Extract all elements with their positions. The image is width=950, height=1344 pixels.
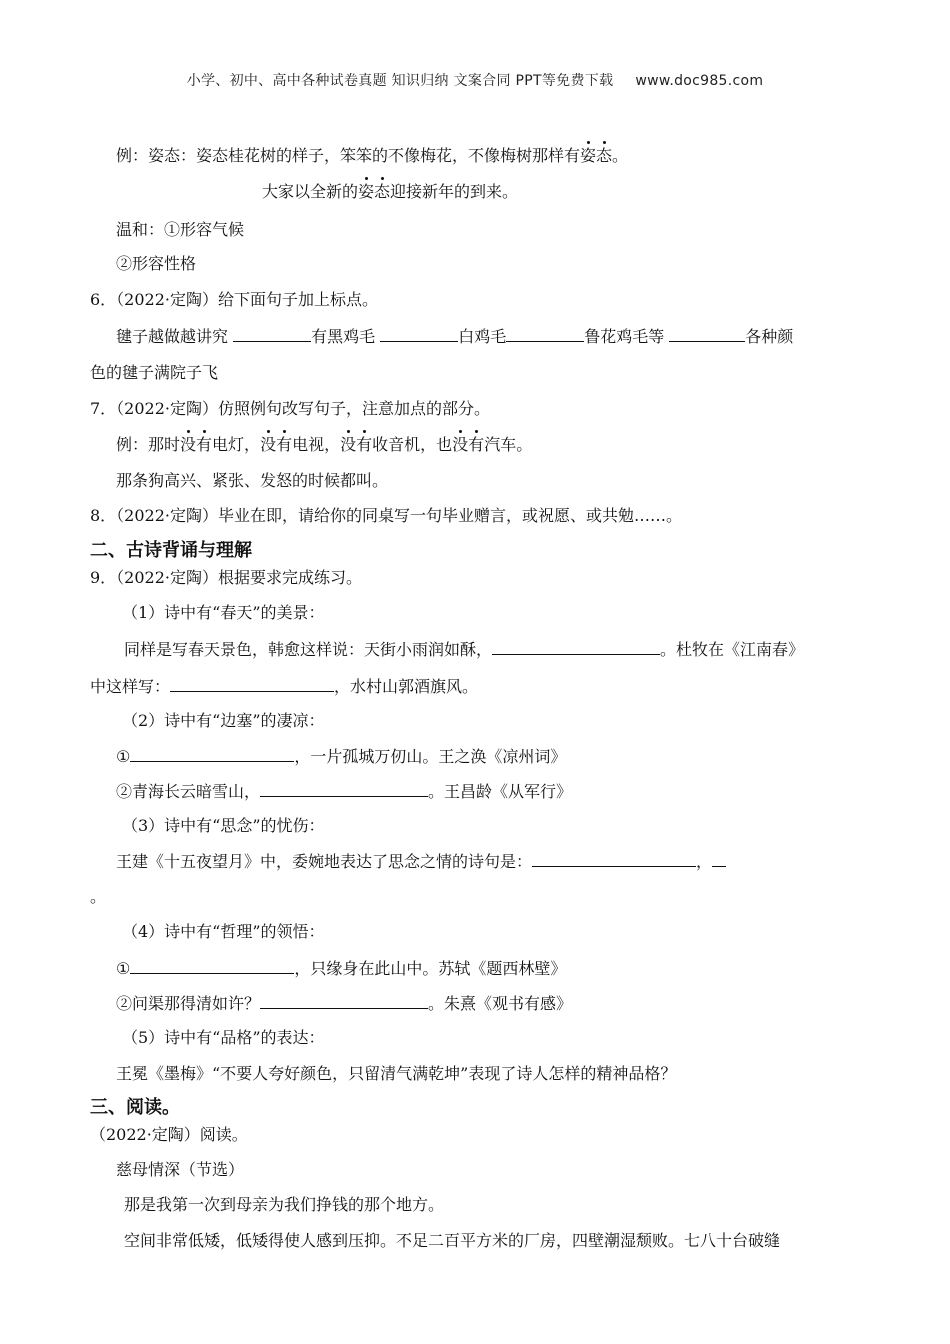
example-line-1: 例：姿态：姿态桂花树的样子，笨笨的不像梅花，不像梅树那样有姿态。 [116,146,629,165]
emphasis-char: 没 [340,435,357,454]
emphasis-char: 姿 [580,146,597,165]
emphasis-char: 有 [196,435,213,454]
example-line-2: 大家以全新的姿态迎接新年的到来。 [262,182,519,201]
q9-sub2-line-a: ① ，一片孤城万仞山。王之涣《凉州词》 [116,747,567,766]
q9-sub2: （2）诗中有“边塞”的凄凉： [122,711,325,730]
answer-blank[interactable] [712,850,726,867]
emphasis-char: 没 [180,435,197,454]
q9-sub1-line-a: 同样是写春天景色，韩愈这样说：天街小雨润如酥， 。杜牧在《江南春》 [124,640,805,659]
q9-sub5: （5）诗中有“品格”的表达： [122,1028,325,1047]
answer-blank[interactable] [492,638,660,655]
answer-blank[interactable] [669,325,745,342]
header-text: 小学、初中、高中各种试卷真题 知识归纳 文案合同 PPT等免费下载 [186,73,614,89]
answer-blank[interactable] [130,957,294,974]
q7-example: 例：那时没有电灯，没有电视，没有收音机，也没有汽车。 [116,435,533,454]
emphasis-char: 有 [356,435,373,454]
emphasis-char: 有 [468,435,485,454]
header-url[interactable]: www.doc985.com [635,73,764,89]
example-line-4: ②形容性格 [116,254,197,273]
q9-sub3: （3）诗中有“思念”的忧伤： [122,816,325,835]
q9-sub4-line-a: ① ，只缘身在此山中。苏轼《题西林壁》 [116,959,567,978]
answer-blank[interactable] [260,780,428,797]
reading-intro: （2022·定陶）阅读。 [90,1125,248,1144]
reading-paragraph-2: 空间非常低矮，低矮得使人感到压抑。不足二百平方米的厂房，四壁潮湿颓败。七八十台破缝 [124,1231,781,1250]
answer-blank[interactable] [532,850,696,867]
q9-sub5-line-a: 王冕《墨梅》“不要人夸好颜色，只留清气满乾坤”表现了诗人怎样的精神品格？ [116,1064,677,1083]
q9-sub2-line-b: ②青海长云暗雪山， 。王昌龄《从军行》 [116,782,573,801]
q9-sub4-line-b: ②问渠那得清如许？ 。朱熹《观书有感》 [116,994,573,1013]
q9-sub3-line-a: 王建《十五夜望月》中，委婉地表达了思念之情的诗句是： ， [116,850,726,873]
q8-stem: 8．（2022·定陶）毕业在即，请给你的同桌写一句毕业赠言，或祝愿、或共勉……。 [90,506,682,525]
emphasis-char: 没 [260,435,277,454]
page-header [0,70,950,90]
emphasis-char: 没 [452,435,469,454]
reading-paragraph-1: 那是我第一次到母亲为我们挣钱的那个地方。 [124,1195,445,1214]
section-2-title: 二、古诗背诵与理解 [90,540,252,561]
answer-blank[interactable] [233,325,311,342]
q9-sub1: （1）诗中有“春天”的美景： [122,603,325,622]
example-line-3: 温和：①形容气候 [116,220,245,239]
q6-sentence-cont: 色的毽子满院子飞 [90,363,219,382]
q9-sub1-line-b: 中这样写： ，水村山郭酒旗风。 [90,677,479,696]
answer-blank[interactable] [260,992,428,1009]
q7-sentence: 那条狗高兴、紧张、发怒的时候都叫。 [116,471,389,490]
q6-stem: 6．（2022·定陶）给下面句子加上标点。 [90,290,378,309]
reading-title: 慈母情深（节选） [116,1160,245,1179]
emphasis-char: 有 [276,435,293,454]
answer-blank[interactable] [170,675,334,692]
q9-stem: 9．（2022·定陶）根据要求完成练习。 [90,568,362,587]
answer-blank[interactable] [130,745,294,762]
section-3-title: 三、阅读。 [90,1097,180,1118]
q7-stem: 7．（2022·定陶）仿照例句改写句子，注意加点的部分。 [90,399,490,418]
q9-sub3-end: 。 [90,887,107,906]
emphasis-char: 态 [374,182,391,201]
emphasis-char: 态 [596,146,613,165]
answer-blank[interactable] [380,325,458,342]
emphasis-char: 姿 [358,182,375,201]
q6-sentence: 毽子越做越讲究 有黑鸡毛 白鸡毛 鲁花鸡毛等 各种颜 [116,327,794,346]
q9-sub4: （4）诗中有“哲理”的领悟： [122,922,325,941]
answer-blank[interactable] [506,325,584,342]
